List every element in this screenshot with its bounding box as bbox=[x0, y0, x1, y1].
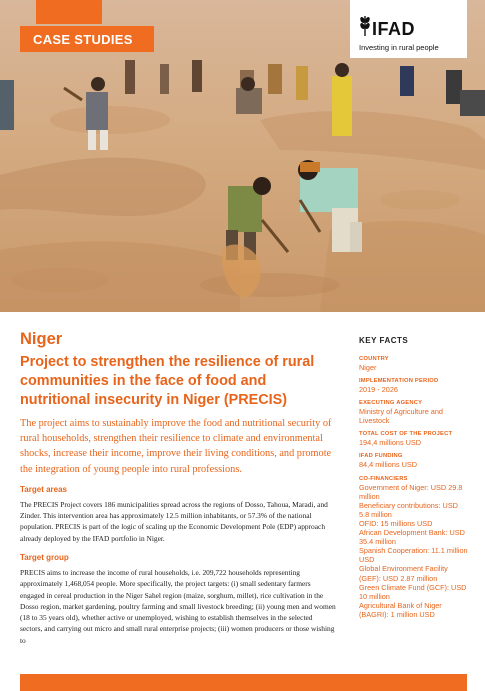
tab-accent-block bbox=[36, 0, 102, 24]
fact-value-executing-agency: Ministry of Agriculture and Livestock bbox=[359, 407, 443, 426]
logo-name: IFAD bbox=[372, 19, 416, 39]
logo-tagline: Investing in rural people bbox=[359, 43, 439, 52]
fact-label-implementation-period: IMPLEMENTATION PERIOD bbox=[359, 378, 439, 385]
fact-label-country: COUNTRY bbox=[359, 356, 389, 362]
fact-value-implementation-period: 2019 - 2026 bbox=[359, 385, 398, 395]
main-content bbox=[20, 330, 336, 655]
fact-label-ifad-funding: IFAD FUNDING bbox=[359, 453, 403, 460]
section-tag-label: CASE STUDIES bbox=[33, 32, 133, 47]
ifad-logo bbox=[350, 0, 467, 58]
key-facts-title: KEY FACTS bbox=[359, 336, 409, 345]
country-heading: Niger bbox=[20, 330, 63, 348]
fact-value-country: Niger bbox=[359, 363, 377, 372]
fact-label-total-cost: TOTAL COST OF THE PROJECT bbox=[359, 431, 453, 438]
section-heading-target-areas: Target areas bbox=[20, 484, 67, 494]
project-title: Project to strengthen the resilience of rural communities in the face of food and nutritional insecurity in Niger (PRECIS) bbox=[20, 354, 315, 408]
section-heading-target-group: Target group bbox=[20, 553, 69, 562]
fact-label-executing-agency: EXECUTING AGENCY bbox=[359, 400, 423, 407]
fact-value-co-financiers: Government of Niger: USD 29.8 million Beneficiary contributions: USD 5.8 million OFID: 15 millions USD African Development Bank: USD 35.4 million Spanish Cooperation: 11.1 million USD Global Environment Facility (GEF): USD 2.87 million Green Climate Fund (GCF): USD 10 million Agricultural Bank of Niger (BAGRI): 1 million USD bbox=[359, 482, 468, 619]
fact-value-ifad-funding: 84,4 millions USD bbox=[359, 460, 417, 470]
footer-bar bbox=[20, 674, 467, 691]
key-facts-panel bbox=[359, 336, 469, 625]
fact-value-total-cost: 194,4 millions USD bbox=[359, 438, 422, 448]
wheat-icon bbox=[358, 14, 372, 36]
section-body-target-areas: The PRECIS Project covers 186 municipalities spread across the regions of Dosso, Tahoua, Maradi, and Zinder. This intervention area has approximately 12.5 million inhabitants, or 57.3% of the national population. PRECIS is part of the logic of scaling up the Economic Development Pole (EDP) approach already deployed by the IFAD portfolio in Niger. bbox=[20, 499, 328, 543]
fact-label-co-financiers: CO-FINANCIERS bbox=[359, 475, 408, 482]
section-tag bbox=[20, 26, 154, 52]
section-body-target-group: PRECIS aims to increase the income of rural households, i.e. 209,722 households representing approximately 1,468,054 people. More specifically, the project targets: (i) small sedentary farmers engaged in cereal production in the Niger Sahel region (maize, sorghum, millet), rice cultivation in the Dosso region, market gardening, poultry farming and small livestock breeding; (ii) young men and women (18 to 35 years old), whether active or unemployed, wishing to establish themselves in the selected sectors, and carrying out micro and small rural enterprise projects; (iii) women producers or those wishing to bbox=[20, 568, 336, 645]
lead-paragraph: The project aims to sustainably improve the food and nutritional security of rural households, strengthen their resilience to climate and environmental shocks, increase their income, improve their living conditions, and promote the integration of young people into rural professions. bbox=[20, 418, 332, 475]
